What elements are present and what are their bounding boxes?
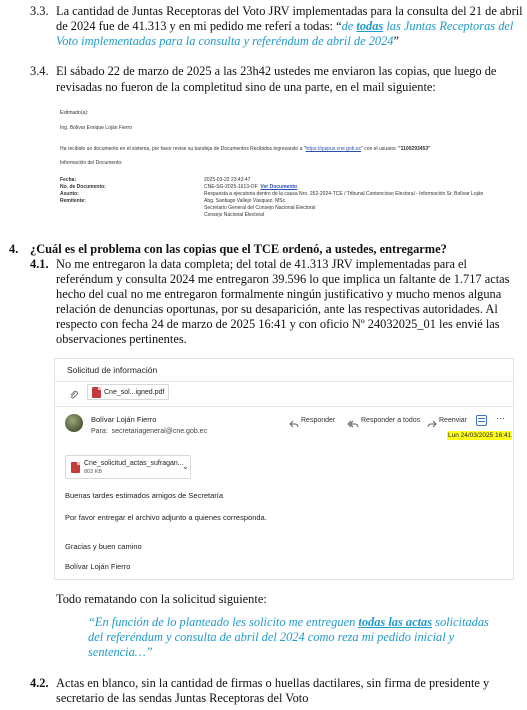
paragraph-4-1-line-5: respecto con fecha 24 de marzo de 2025 16:41 y con oficio Nº 24032025_01 les envié las [56,317,500,331]
paragraph-3-4-number: 3.4. [30,64,49,78]
divider [55,381,513,382]
paragraph-3-4-line-2: revisadas no fueron de la completitud sino de una parte, en el mail siguiente: [56,80,436,94]
message-body-line-3: Gracias y buen camino [65,542,142,551]
nodoc-label: No. de Documento: [60,184,106,190]
fecha-label: Fecha: [60,177,77,183]
email-info-heading: Información del Documento: [60,160,123,166]
pdf-file-icon [71,462,80,473]
paragraph-4-2-line-2: secretario de las sendas Juntas Receptoras del Voto [56,691,309,705]
remitente-line-1: Abg. Santiago Vallejo Vásquez, MSc. [204,198,287,204]
quote-line-3: sentencia…” [88,645,153,659]
divider [55,406,513,407]
paperclip-icon [69,387,79,397]
reply-all-icon[interactable] [347,416,359,426]
paragraph-4-1-line-4: relación de denuncias oportunas, por su desaparición, ante las respectivas autoridades. Al [56,302,498,316]
remitente-line-2: Secretario General del Consejo Nacional Electoral [204,205,316,211]
message-body-line-1: Buenas tardes estimados amigos de Secretaría [65,491,224,500]
top-attachment-name: Cne_sol...igned.pdf [104,389,165,396]
email-greeting: Estimado(a): [60,110,89,116]
section-4-title: ¿Cuál es el problema con las copias que el TCE ordenó, a ustedes, entregarme? [30,242,447,256]
more-options-icon[interactable]: ··· [496,413,505,423]
nodoc-value: CNE-SG-2025-1613-OF Ver Documento [204,184,298,190]
chevron-down-icon[interactable]: ⌄ [182,462,189,471]
message-date: Lun 24/03/2025 16:41 [448,432,512,439]
quipux-link[interactable]: https://quipux.cne.gob.ec [305,146,362,152]
to-line: Para: secretariageneral@cne.gob.ec [91,428,208,435]
quipux-notification-email [60,110,516,230]
paragraph-3-3-line-1: La cantidad de Juntas Receptoras del Voto JRV implementadas para la consulta del 21 de abril [56,4,523,18]
paragraph-4-2-number: 4.2. [30,676,49,690]
paragraph-4-2-line-1: Actas en blanco, sin la cantidad de firmas o huellas dactilares, sin firma de presidente y [56,676,490,690]
email-body: Ha recibido un documento en el sistema, por favor revise su bandeja de Documentos Recibidos ingresando a "https://quipux.cne.gob.ec" con el usuario: "1100293453" [60,146,431,152]
reply-icon[interactable] [289,416,299,426]
top-attachment-chip[interactable] [87,384,169,400]
pdf-file-icon [92,387,101,398]
calendar-view-icon[interactable] [476,415,487,426]
paragraph-4-1-number: 4.1. [30,257,49,271]
paragraph-3-3-number: 3.3. [30,4,49,18]
email-recipient: Ing. Bolívar Enrique Loján Fierro [60,125,132,131]
attachment-name: Cne_solicitud_actas_sufragan... [84,460,184,467]
attachment-card[interactable] [65,455,191,479]
remitente-line-3: Consejo Nacional Electoral [204,212,265,218]
paragraph-4-1-line-6: observaciones pertinentes. [56,332,187,346]
reply-button[interactable]: Responder [301,417,336,424]
message-body-line-2: Por favor entregar el archivo adjunto a quienes corresponda. [65,513,267,522]
reply-all-button[interactable]: Responder a todos [361,417,421,424]
paragraph-3-3-line-3: Voto implementadas para la consulta y referéndum de abril de 2024” [56,34,399,48]
paragraph-4-1-line-2: referéndum y consulta 2024 me entregaron 39.596 lo que implica un faltante de 1.717 actas [56,272,510,286]
paragraph-3-4-line-1: El sábado 22 de marzo de 2025 a las 23h42 ustedes me enviaron las copias, que luego de [56,64,497,78]
forward-button[interactable]: Reenviar [439,417,468,424]
sender-avatar[interactable] [65,414,83,432]
asunto-value: Respuesta a ejecutoria dentro de la causa Nro. 262-2024-TCE / Tribunal Contencioso Electoral - Información Sr. Bolívar Loján [204,191,484,197]
attachment-size: 803 KB [84,469,103,475]
paragraph-4-1-line-3: hecho del cual no me entregaron formalmente ningún justificativo y mucho menos alguna [56,287,502,301]
section-4-number: 4. [9,242,19,256]
message-body-line-4: Bolívar Loján Fierro [65,562,131,571]
paragraph-3-3-line-2: de 2024 fue de 41.313 y en mi pedido me referí a todas: “de todas las Juntas Receptoras del [56,19,514,33]
asunto-label: Asunto: [60,191,79,197]
closing-sentence: Todo rematando con la solicitud siguiente: [56,592,267,606]
remitente-label: Remitente: [60,198,86,204]
fecha-value: 2025-03-22 23:43:47 [204,177,251,183]
ver-documento-link[interactable]: Ver Documento [260,184,298,190]
paragraph-4-1-line-1: No me entregaron la data completa; del total de 41.313 JRV implementadas para el [56,257,467,271]
sender-name: Bolívar Loján Fierro [91,415,157,424]
message-subject: Solicitud de información [67,365,158,375]
quote-line-2: del referéndum y consulta de abril del 2024 como reza mi pedido inicial y [88,630,455,644]
outlook-message-window [54,358,514,580]
quote-line-1: “En función de lo planteado les solicito me entreguen todas las actas solicitadas [88,615,489,629]
forward-icon[interactable] [427,416,437,426]
